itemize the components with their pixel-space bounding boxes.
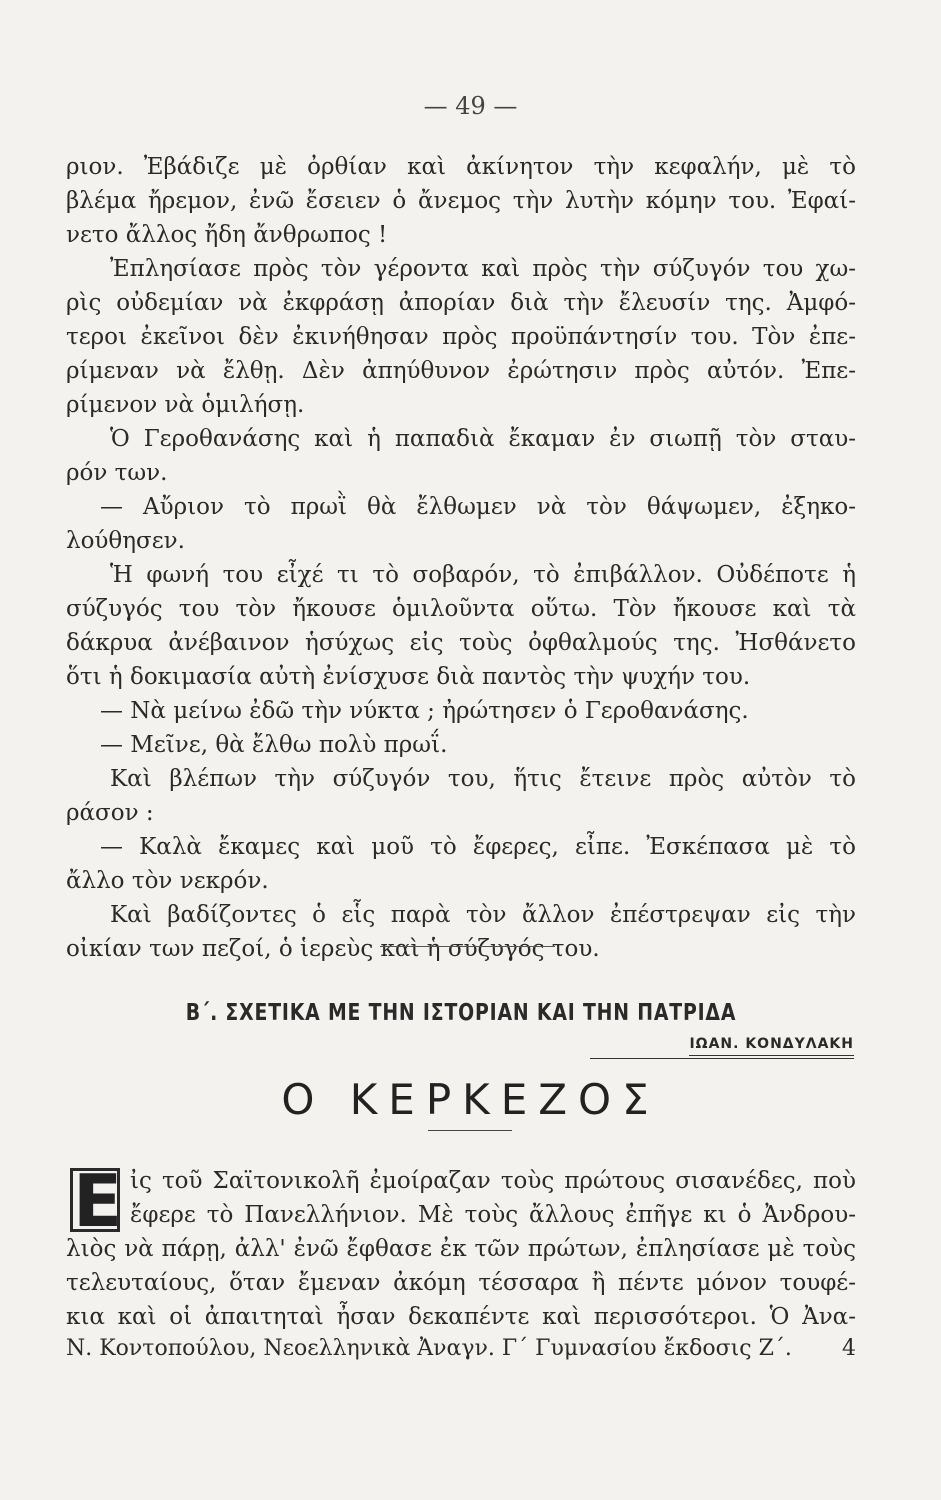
text-line: οἰκίαν των πεζοί, ὁ ἱερεὺς καὶ ἡ σύζυγός του. [66,936,600,962]
author-rule [590,1058,854,1059]
section-divider [380,946,555,947]
text-line: λούθησεν. [66,528,185,554]
text-line: ρίμεναν νὰ ἔλθῃ. Δὲν ἀπηύθυνον ἐρώτησιν πρὸς αὐτόν. Ἐπε- [66,358,856,384]
author-name: ΙΩΑΝ. ΚΟΝΔΥΛΑΚΗ [689,1036,854,1056]
text-line: — Μεῖνε, θὰ ἔλθω πολὺ πρωΐ. [100,732,448,758]
body-text [66,150,856,966]
drop-cap [70,1159,123,1243]
text-line: Καὶ βλέπων τὴν σύζυγόν του, ἥτις ἔτεινε πρὸς αὐτὸν τὸ [110,766,856,792]
text-line: τελευταίους, ὅταν ἔμεναν ἀκόμη τέσσαρα ἢ πέντε μόνον τουφέ- [66,1270,856,1296]
text-line: ἄλλο τὸν νεκρόν. [66,868,269,894]
drop-cap-letter: Ε [73,1159,123,1243]
text-line: Ὁ Γεροθανάσης καὶ ἡ παπαδιὰ ἔκαμαν ἐν σιωπῇ τὸν σταυ- [110,426,856,452]
text-line: τεροι ἐκεῖνοι δὲν ἐκινήθησαν πρὸς προϋπάντησίν του. Τὸν ἐπε- [66,324,856,350]
footer-signature: 4 [842,1336,856,1361]
page-number: — 49 — [423,92,518,120]
title-underline [428,1130,512,1131]
text-line: Καὶ βαδίζοντες ὁ εἷς παρὰ τὸν ἄλλον ἐπέστρεψαν εἰς τὴν [110,902,856,928]
text-line: ρὶς οὐδεμίαν νὰ ἐκφράσῃ ἀπορίαν διὰ τὴν ἔλευσίν της. Ἀμφό- [66,290,856,316]
text-line: σύζυγός του τὸν ἤκουσε ὁμιλοῦντα οὕτω. Τὸν ἤκουσε καὶ τὰ [66,596,856,622]
text-line: ρίμενον νὰ ὁμιλήσῃ. [66,392,305,418]
text-line: — Καλὰ ἔκαμες καὶ μοῦ τὸ ἔφερες, εἶπε. Ἐσκέπασα μὲ τὸ [100,834,856,860]
text-line: δάκρυα ἀνέβαινον ἡσύχως εἰς τοὺς ὀφθαλμούς της. Ἠσθάνετο [66,630,856,656]
text-line: ἰς τοῦ Σαϊτονικολῆ ἐμοίραζαν τοὺς πρώτους σισανέδες, ποὺ [130,1168,856,1194]
text-line: — Νὰ μείνω ἐδῶ τὴν νύκτα ; ἠρώτησεν ὁ Γεροθανάσης. [100,698,749,724]
text-line: ὅτι ἡ δοκιμασία αὐτὴ ἐνίσχυσε διὰ παντὸς τὴν ψυχήν του. [66,664,751,690]
text-line: Ἐπλησίασε πρὸς τὸν γέροντα καὶ πρὸς τὴν σύζυγόν του χω- [110,256,856,282]
story-title: Ο ΚΕΡΚΕΖΟΣ [281,1075,660,1124]
story-text [66,1164,856,1334]
text-line: ριον. Ἐβάδιζε μὲ ὀρθίαν καὶ ἀκίνητον τὴν κεφαλήν, μὲ τὸ [66,154,856,180]
text-line: βλέμα ἤρεμον, ἐνῶ ἔσειεν ὁ ἄνεμος τὴν λυτὴν κόμην του. Ἐφαί- [66,188,856,214]
text-line: νετο ἄλλος ἤδη ἄνθρωπος ! [66,222,388,248]
section-heading: Β΄. ΣΧΕΤΙΚΑ ΜΕ ΤΗΝ ΙΣΤΟΡΙΑΝ ΚΑΙ ΤΗΝ ΠΑΤΡΙΔΑ [185,1000,737,1026]
footer-source: Ν. Κοντοπούλου, Νεοελληνικὰ Ἀναγν. Γ΄ Γυμνασίου ἔκδοσις Ζ΄. [66,1336,792,1361]
text-line: λιὸς νὰ πάρῃ, ἀλλ' ἐνῶ ἔφθασε ἐκ τῶν πρώτων, ἐπλησίασε μὲ τοὺς [66,1236,856,1262]
text-line: ρόν των. [66,460,168,486]
text-line: ράσον : [66,800,154,826]
text-line: Ἡ φωνή του εἶχέ τι τὸ σοβαρόν, τὸ ἐπιβάλλον. Οὐδέποτε ἡ [110,562,856,588]
page-footer [66,1336,856,1361]
text-line: κια καὶ οἱ ἀπαιτηταὶ ἦσαν δεκαπέντε καὶ περισσότεροι. Ὁ Ἀνα- [66,1304,856,1330]
text-line: — Αὔριον τὸ πρωῒ θὰ ἔλθωμεν νὰ τὸν θάψωμεν, ἐξηκο- [100,494,856,520]
text-line: ἔφερε τὸ Πανελλήνιον. Μὲ τοὺς ἄλλους ἐπῆγε κι ὁ Ἀνδρου- [130,1202,856,1228]
